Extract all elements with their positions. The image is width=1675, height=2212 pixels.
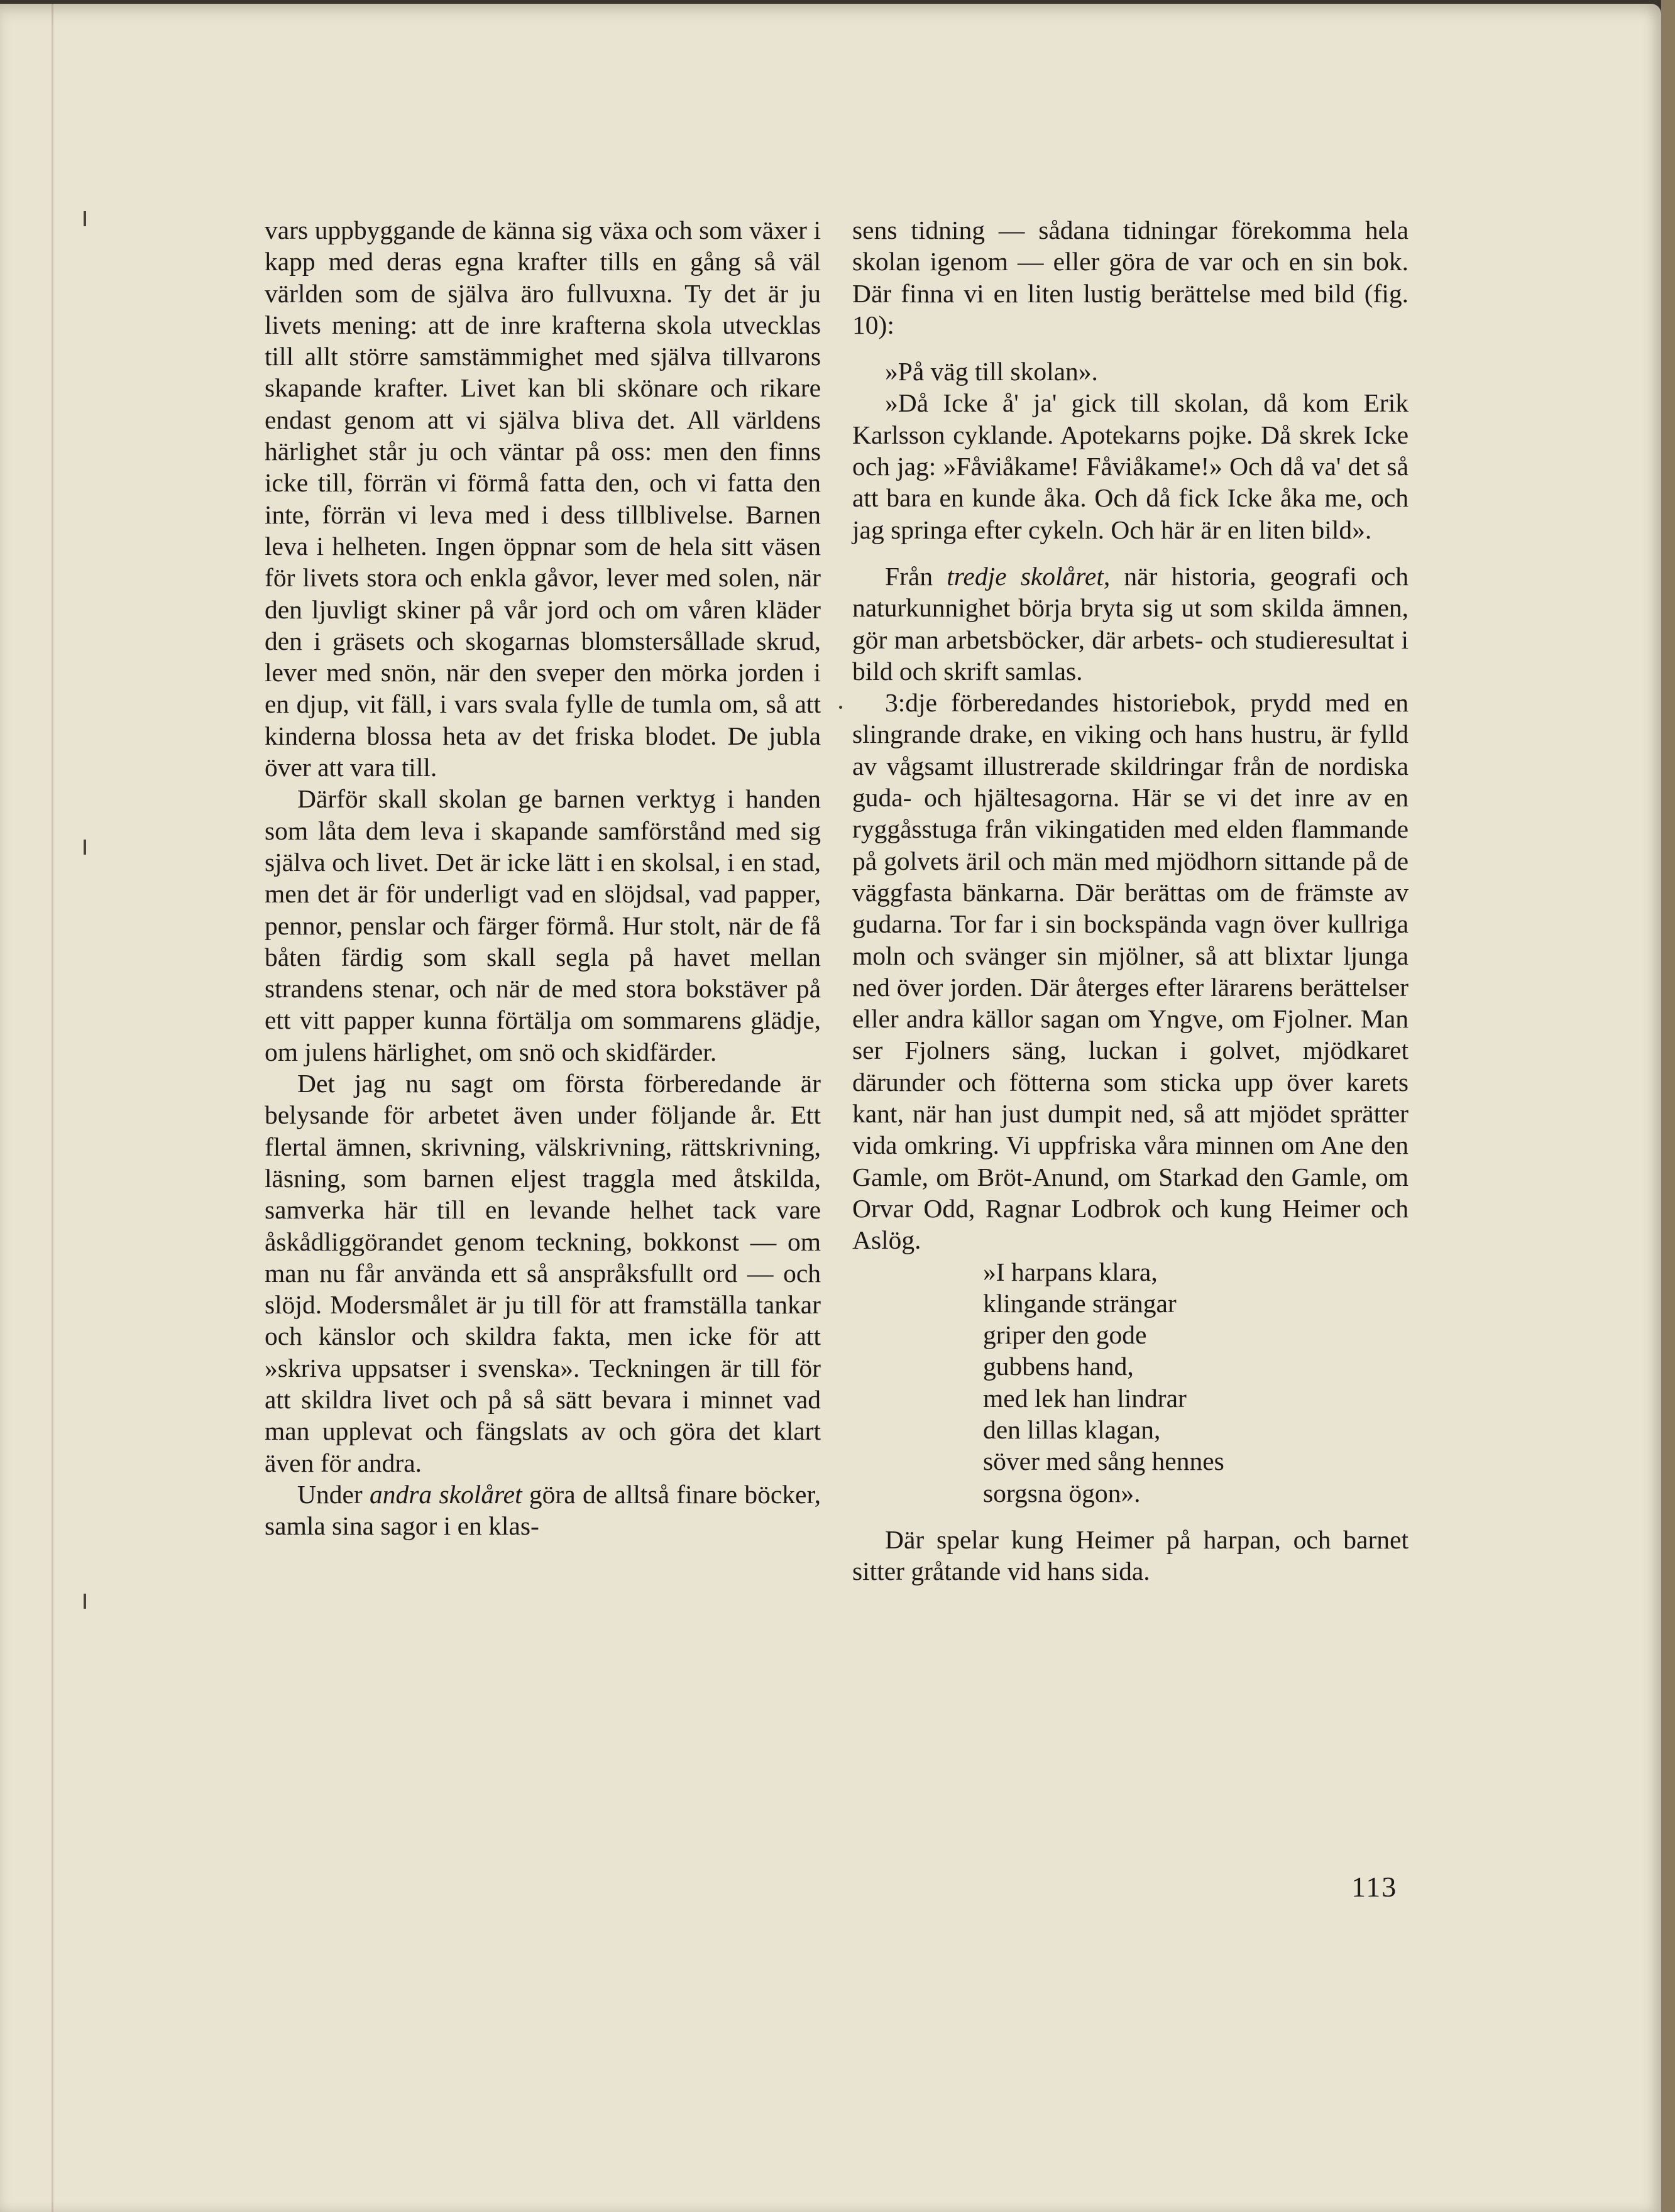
left-text-column xyxy=(265,214,821,1541)
paragraph-text: Från xyxy=(885,561,947,591)
emphasis-text: tredje skolåret xyxy=(947,561,1104,591)
paragraph xyxy=(265,1479,821,1542)
paragraph-text: göra de alltså finare böcker, samla sina sagor i en klas- xyxy=(265,1479,821,1541)
paragraph-text: Under xyxy=(297,1479,370,1509)
spacer xyxy=(852,1509,1409,1524)
binding-stitch-mark xyxy=(84,1594,86,1609)
paragraph: sens tidning — sådana tidningar förekomma hela skolan igenom — eller göra de var och en sin bok. Där finna vi en liten lustig berättelse med bild (fig. 10): xyxy=(852,216,1409,339)
paragraph-text: , när historia, geografi och naturkunnighet börja bryta sig ut som skilda ämnen, gör man arbetsböcker, där arbets- och studieresultat i bild och skrift samlas. xyxy=(852,561,1409,686)
page-edge-strip xyxy=(1661,0,1675,2212)
poem-block xyxy=(852,1256,1409,1509)
book-page xyxy=(0,4,1661,2212)
quote-body: »Då Icke å' ja' gick till skolan, då kom Erik Karlsson cyklande. Apotekarns pojke. Då skrek Icke och jag: »Fåviåkame! Fåviåkame!» Och då va' det så att bara en kunde åka. Och då fick Icke åka me, och jag springa efter cykeln. Och här är en liten bild». xyxy=(852,388,1409,544)
spacer xyxy=(852,545,1409,561)
poem-line: söver med sång hennes xyxy=(983,1447,1224,1476)
binding-stitch-mark xyxy=(84,840,86,855)
binding-gutter xyxy=(52,4,53,2212)
right-text-column xyxy=(852,214,1409,1587)
poem-line: »I harpans klara, xyxy=(983,1257,1158,1286)
poem-line: sorgsna ögon». xyxy=(983,1478,1141,1508)
paragraph: Där spelar kung Heimer på harpan, och barnet sitter gråtande vid hans sida. xyxy=(852,1525,1409,1586)
print-speck xyxy=(839,706,842,709)
page-number: 113 xyxy=(1351,1871,1398,1903)
quote-title: »På väg till skolan». xyxy=(885,357,1098,386)
binding-stitch-mark xyxy=(84,211,86,226)
poem-line: klingande strängar xyxy=(983,1288,1177,1318)
paragraph: 3:dje förberedandes historiebok, prydd med en slingrande drake, en viking och hans hustru, är fylld av vågsamt illustrerade skildringar från de nordiska guda- och hjältesagorna. Här se vi det inre av en ryggåsstuga från vikingatiden med elden flammande på golvets äril och män med mjödhorn sittande på de väggfasta bänkarna. Där berättas om de främste av gudarna. Tor far i sin bockspända vagn över kullriga moln och svänger sin mjölner, så att blixtar ljunga ned över jorden. Där återges efter lärarens berättelser eller andra källor sagan om Yngve, om Fjolner. Man ser Fjolners säng, luckan i golvet, mjödkaret därunder och fötterna som sticka upp över karets kant, när han just dumpit ned, så att mjödet sprätter vida omkring. Vi uppfriska våra minnen om Ane den Gamle, om Bröt-Anund, om Starkad den Gamle, om Orvar Odd, Ragnar Lodbrok och kung Heimer och Aslög. xyxy=(852,688,1409,1255)
spacer xyxy=(852,341,1409,356)
paragraph: Det jag nu sagt om första förberedande är belysande för arbetet även under följande år. Ett flertal ämnen, skrivning, välskrivning, rättskrivning, läsning, som barnen eljest traggla med åtskilda, samverka här till en levande helhet tack vare åskådliggörandet genom teckning, bokkonst — om man nu får använda ett så anspråksfullt ord — och slöjd. Modersmålet är ju till för att framställa tankar och känslor och skildra fakta, men icke för att »skriva uppsatser i svenska». Teckningen är till för att skildra livet och på så sätt bevara i minnet vad man upplevat och fängslats av och göra det klart även för andra. xyxy=(265,1069,821,1477)
paragraph xyxy=(852,561,1409,687)
emphasis-text: andra skolåret xyxy=(370,1479,522,1509)
poem-line: med lek han lindrar xyxy=(983,1383,1187,1413)
paragraph: Därför skall skolan ge barnen verktyg i handen som låta dem leva i skapande samförstånd med sig själva och livet. Det är icke lätt i en skolsal, i en stad, men det är för underligt vad en slöjdsal, vad papper, pennor, penslar och färger förmå. Hur stolt, när de få båten färdig som skall segla på havet mellan strandens stenar, och när de med stora bokstäver på ett vitt papper kunna förtälja om sommarens glädje, om julens härlighet, om snö och skidfärder. xyxy=(265,784,821,1066)
poem-line: griper den gode xyxy=(983,1320,1147,1350)
poem-line: gubbens hand, xyxy=(983,1352,1134,1381)
poem-line: den lillas klagan, xyxy=(983,1415,1161,1444)
paragraph: vars uppbyggande de känna sig växa och som växer i kapp med deras egna krafter tills en gång så väl världen som de själva äro fullvuxna. Ty det är ju livets mening: att de inre krafterna skola utvecklas till allt större samstämmighet med själva tillvarons skapande krafter. Livet kan bli skönare och rikare endast genom att vi själva bliva det. All världens härlighet står ju och väntar på oss: men den finns icke till, förrän vi förmå fatta den, och vi fatta den inte, förrän vi leva med i dess tillblivelse. Barnen leva i helheten. Ingen öppnar som de hela sitt väsen för livets stora och enkla gåvor, lever med solen, när den ljuvligt skiner på vår jord och om våren kläder den i gräsets och skogarnas blomstersållade skrud, lever med snön, när den sveper den mörka jorden i en djup, vit fäll, i vars svala fylle de tumla om, så att kinderna blossa heta av det friska blodet. De jubla över att vara till. xyxy=(265,216,821,782)
